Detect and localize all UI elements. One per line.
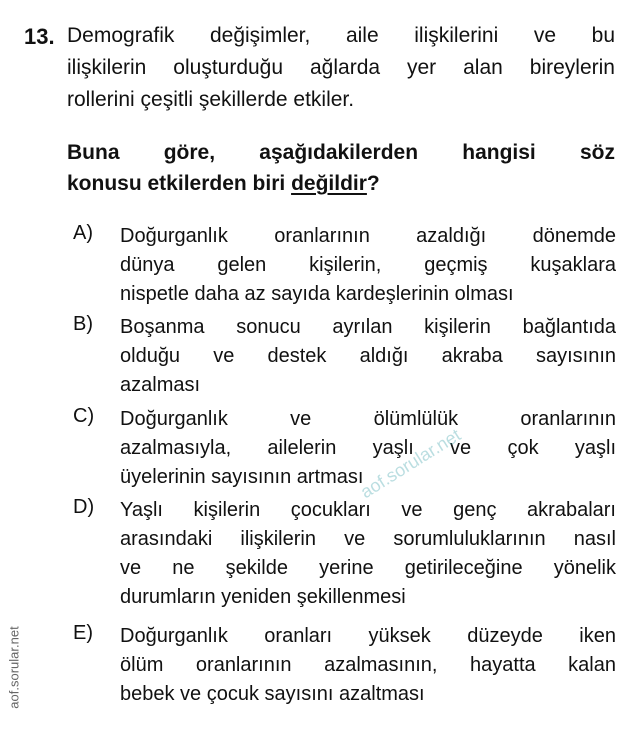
option-line: nispetle daha az sayıda kardeşlerinin olması — [120, 283, 514, 305]
option-letter: A) — [73, 222, 93, 244]
option-text — [120, 622, 616, 709]
option-line: Doğurganlık oranları yüksek düzeyde iken — [120, 625, 616, 647]
prompt-emphasis: değildir — [291, 172, 367, 195]
watermark-side: aof.sorular.net — [6, 626, 22, 709]
option-text — [120, 496, 616, 612]
prompt-question-mark: ? — [366, 172, 380, 195]
option-line: üyelerinin sayısının artması — [120, 466, 364, 488]
option-letter: B) — [73, 313, 93, 335]
option-letter: E) — [73, 622, 93, 644]
option-line: arasındaki ilişkilerin ve sorumluluklarının nasıl — [120, 528, 616, 550]
option-line: durumların yeniden şekillenmesi — [120, 586, 406, 608]
option-line: Doğurganlık ve ölümlülük oranlarının — [120, 408, 616, 430]
option-text — [120, 222, 616, 309]
option-line: bebek ve çocuk sayısını azaltması — [120, 683, 425, 705]
option-text — [120, 313, 616, 400]
option-letter: D) — [73, 496, 95, 518]
prompt-line — [67, 168, 615, 199]
option-line: Yaşlı kişilerin çocukları ve genç akrabaları — [120, 499, 616, 521]
question-prompt — [67, 137, 615, 199]
option-line: Boşanma sonucu ayrılan kişilerin bağlantıda — [120, 316, 616, 338]
option-line: ve ne şekilde yerine getirileceğine yönelik — [120, 557, 616, 579]
option-letter: C) — [73, 405, 95, 427]
option-line: olduğu ve destek aldığı akraba sayısının — [120, 345, 616, 367]
option-line: Doğurganlık oranlarının azaldığı dönemde — [120, 225, 616, 247]
prompt-line: Buna göre, aşağıdakilerden hangisi söz — [67, 141, 615, 164]
stem-line: Demografik değişimler, aile ilişkilerini ve bu — [67, 24, 615, 47]
stem-line: rollerini çeşitli şekillerde etkiler. — [67, 88, 355, 111]
stem-line: ilişkilerin oluşturduğu ağlarda yer alan bireylerin — [67, 56, 615, 79]
option-line: azalması — [120, 374, 201, 396]
question-stem — [67, 20, 615, 116]
question-number: 13. — [24, 24, 55, 49]
option-line: dünya gelen kişilerin, geçmiş kuşaklara — [120, 254, 616, 276]
watermark-diagonal: aof.sorular.net — [356, 424, 465, 503]
option-line: azalmasıyla, ailelerin yaşlı ve çok yaşlı — [120, 437, 616, 459]
option-line: ölüm oranlarının azalmasının, hayatta kalan — [120, 654, 616, 676]
prompt-text: konusu etkilerden biri — [67, 172, 292, 195]
